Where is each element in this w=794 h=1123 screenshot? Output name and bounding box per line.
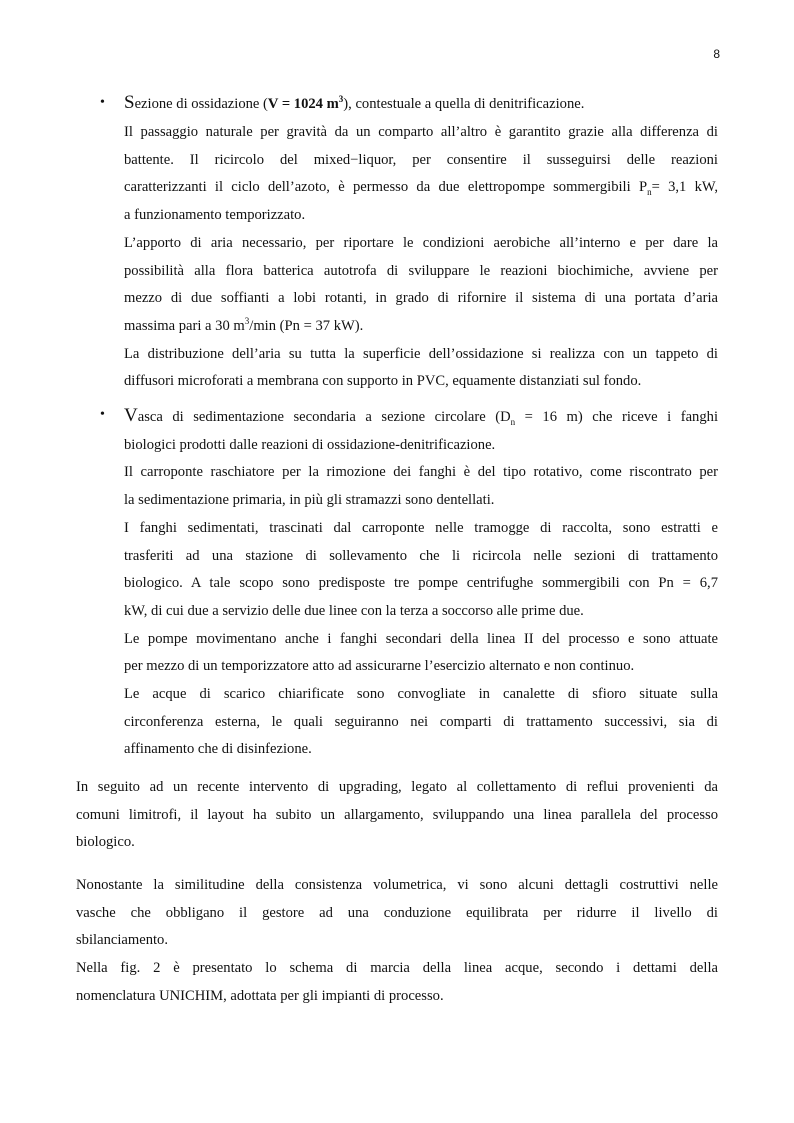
bullet-oxidation-section [76,90,718,396]
paragraph-line: comuni limitrofi, il layout ha subito un allargamento, sviluppando una linea parallela del processo [76,806,718,823]
paragraph-line: Nonostante la similitudine della consistenza volumetrica, vi sono alcuni dettagli costruttivi nelle [76,877,718,893]
oxidation-text-line: Il passaggio naturale per gravità da un comparto all’altro è garantito grazie alla differenza di [124,124,718,140]
oxidation-volume: V = 1024 $m^3$ [267,94,344,112]
oxidation-text-line: mezzo di due soffianti a lobi rotanti, in grado di rifornire il sistema di una portata d’aria [124,290,718,307]
oxidation-text-line: possibilità alla flora batterica autotrofa di sviluppare le reazioni biochimiche, avviene per [124,262,718,279]
paragraph-line: biologico. [76,834,135,851]
bullet-dot: • [100,407,105,422]
sedimentation-text-line: Le acque di scarico chiarificate sono convogliate in canalette di sfioro situate sulla [124,686,718,703]
sedimentation-text-line: Le pompe movimentano anche i fanghi secondari della linea II del processo e sono attuate [124,630,718,647]
paragraph-line: sbilanciamento. [76,932,168,949]
oxidation-text-line: diffusori microforati a membrana con supporto in PVC, equamente distanziati sul fondo. [124,373,642,390]
sedimentation-text-line: trasferiti ad una stazione di sollevamento che li ricircola nelle sezioni di trattamento [124,547,718,564]
sedimentation-text-line: per mezzo di un temporizzatore atto ad assicurarne l’esercizio alternato e non continuo. [124,658,635,675]
sedimentation-text-line: kW, di cui due a servizio delle due linee con la terza a soccorso alle prime due. [124,602,584,619]
oxidation-text-line: caratterizzanti il ciclo dell’azoto, è permesso da due elettropompe sommergibili $P_n= 3,1$ kW, [124,179,719,198]
oxidation-text-line: massima pari a 30 $m^3/\min$ (Pn = 37 kW). [124,316,364,334]
sedimentation-text-line: I fanghi sedimentati, trascinati dal carroponte nelle tramogge di raccolta, sono estratti e [124,519,718,536]
sedimentation-text-line: biologico. A tale scopo sono predisposte tre pompe centrifughe sommergibili con Pn = 6,7 [124,575,718,592]
page-number: 8 [713,47,720,61]
sedimentation-text-line: Il carroponte raschiatore per la rimozione dei fanghi è del tipo rotativo, come riscontrato per [124,464,718,481]
oxidation-text-line: a funzionamento temporizzato. [124,207,306,224]
sedimentation-text-line: circonferenza esterna, le quali seguiranno nei comparti di trattamento successivi, sia di [124,713,718,730]
sedimentation-text-line: la sedimentazione primaria, in più gli stramazzi sono dentellati. [124,492,495,509]
oxidation-text-line: L’apporto di aria necessario, per riportare le condizioni aerobiche all’interno e per dare la [124,234,718,251]
oxidation-title: Sezione di ossidazione (V = 1024 $m^3$), contestuale a quella di denitrificazione. [124,92,585,113]
paragraph-figure-reference [76,955,718,1010]
bullet-dot: • [100,95,105,110]
paragraph-line: nomenclatura UNICHIM, adottata per gli impianti di processo. [76,987,444,1004]
paragraph-upgrade [76,774,718,857]
paragraph-line: Nella fig. 2 è presentato lo schema di marcia della linea acque, secondo i dettami della [76,960,718,976]
sedimentation-title: Vasca di sedimentazione secondaria a sezione circolare ($D_n = 16$ m) che riceve i fanghi [124,405,719,427]
oxidation-text-line: battente. Il ricircolo del mixed−liquor, per consentire il susseguirsi delle reazioni [124,151,718,168]
sedimentation-text-line: affinamento che di disinfezione. [124,741,312,758]
paragraph-line: In seguito ad un recente intervento di upgrading, legato al collettamento di reflui provenienti da [76,779,718,795]
oxidation-text-line: La distribuzione dell’aria su tutta la superficie dell’ossidazione si realizza con un tappeto di [124,345,718,362]
paragraph-line: vasche che obbligano il gestore ad una conduzione equilibrata per ridurre il livello di [76,904,718,921]
sedimentation-title-line: biologici prodotti dalle reazioni di ossidazione-denitrificazione. [124,436,496,453]
paragraph-similitude [76,872,718,955]
bullet-sedimentation-section [76,402,718,764]
